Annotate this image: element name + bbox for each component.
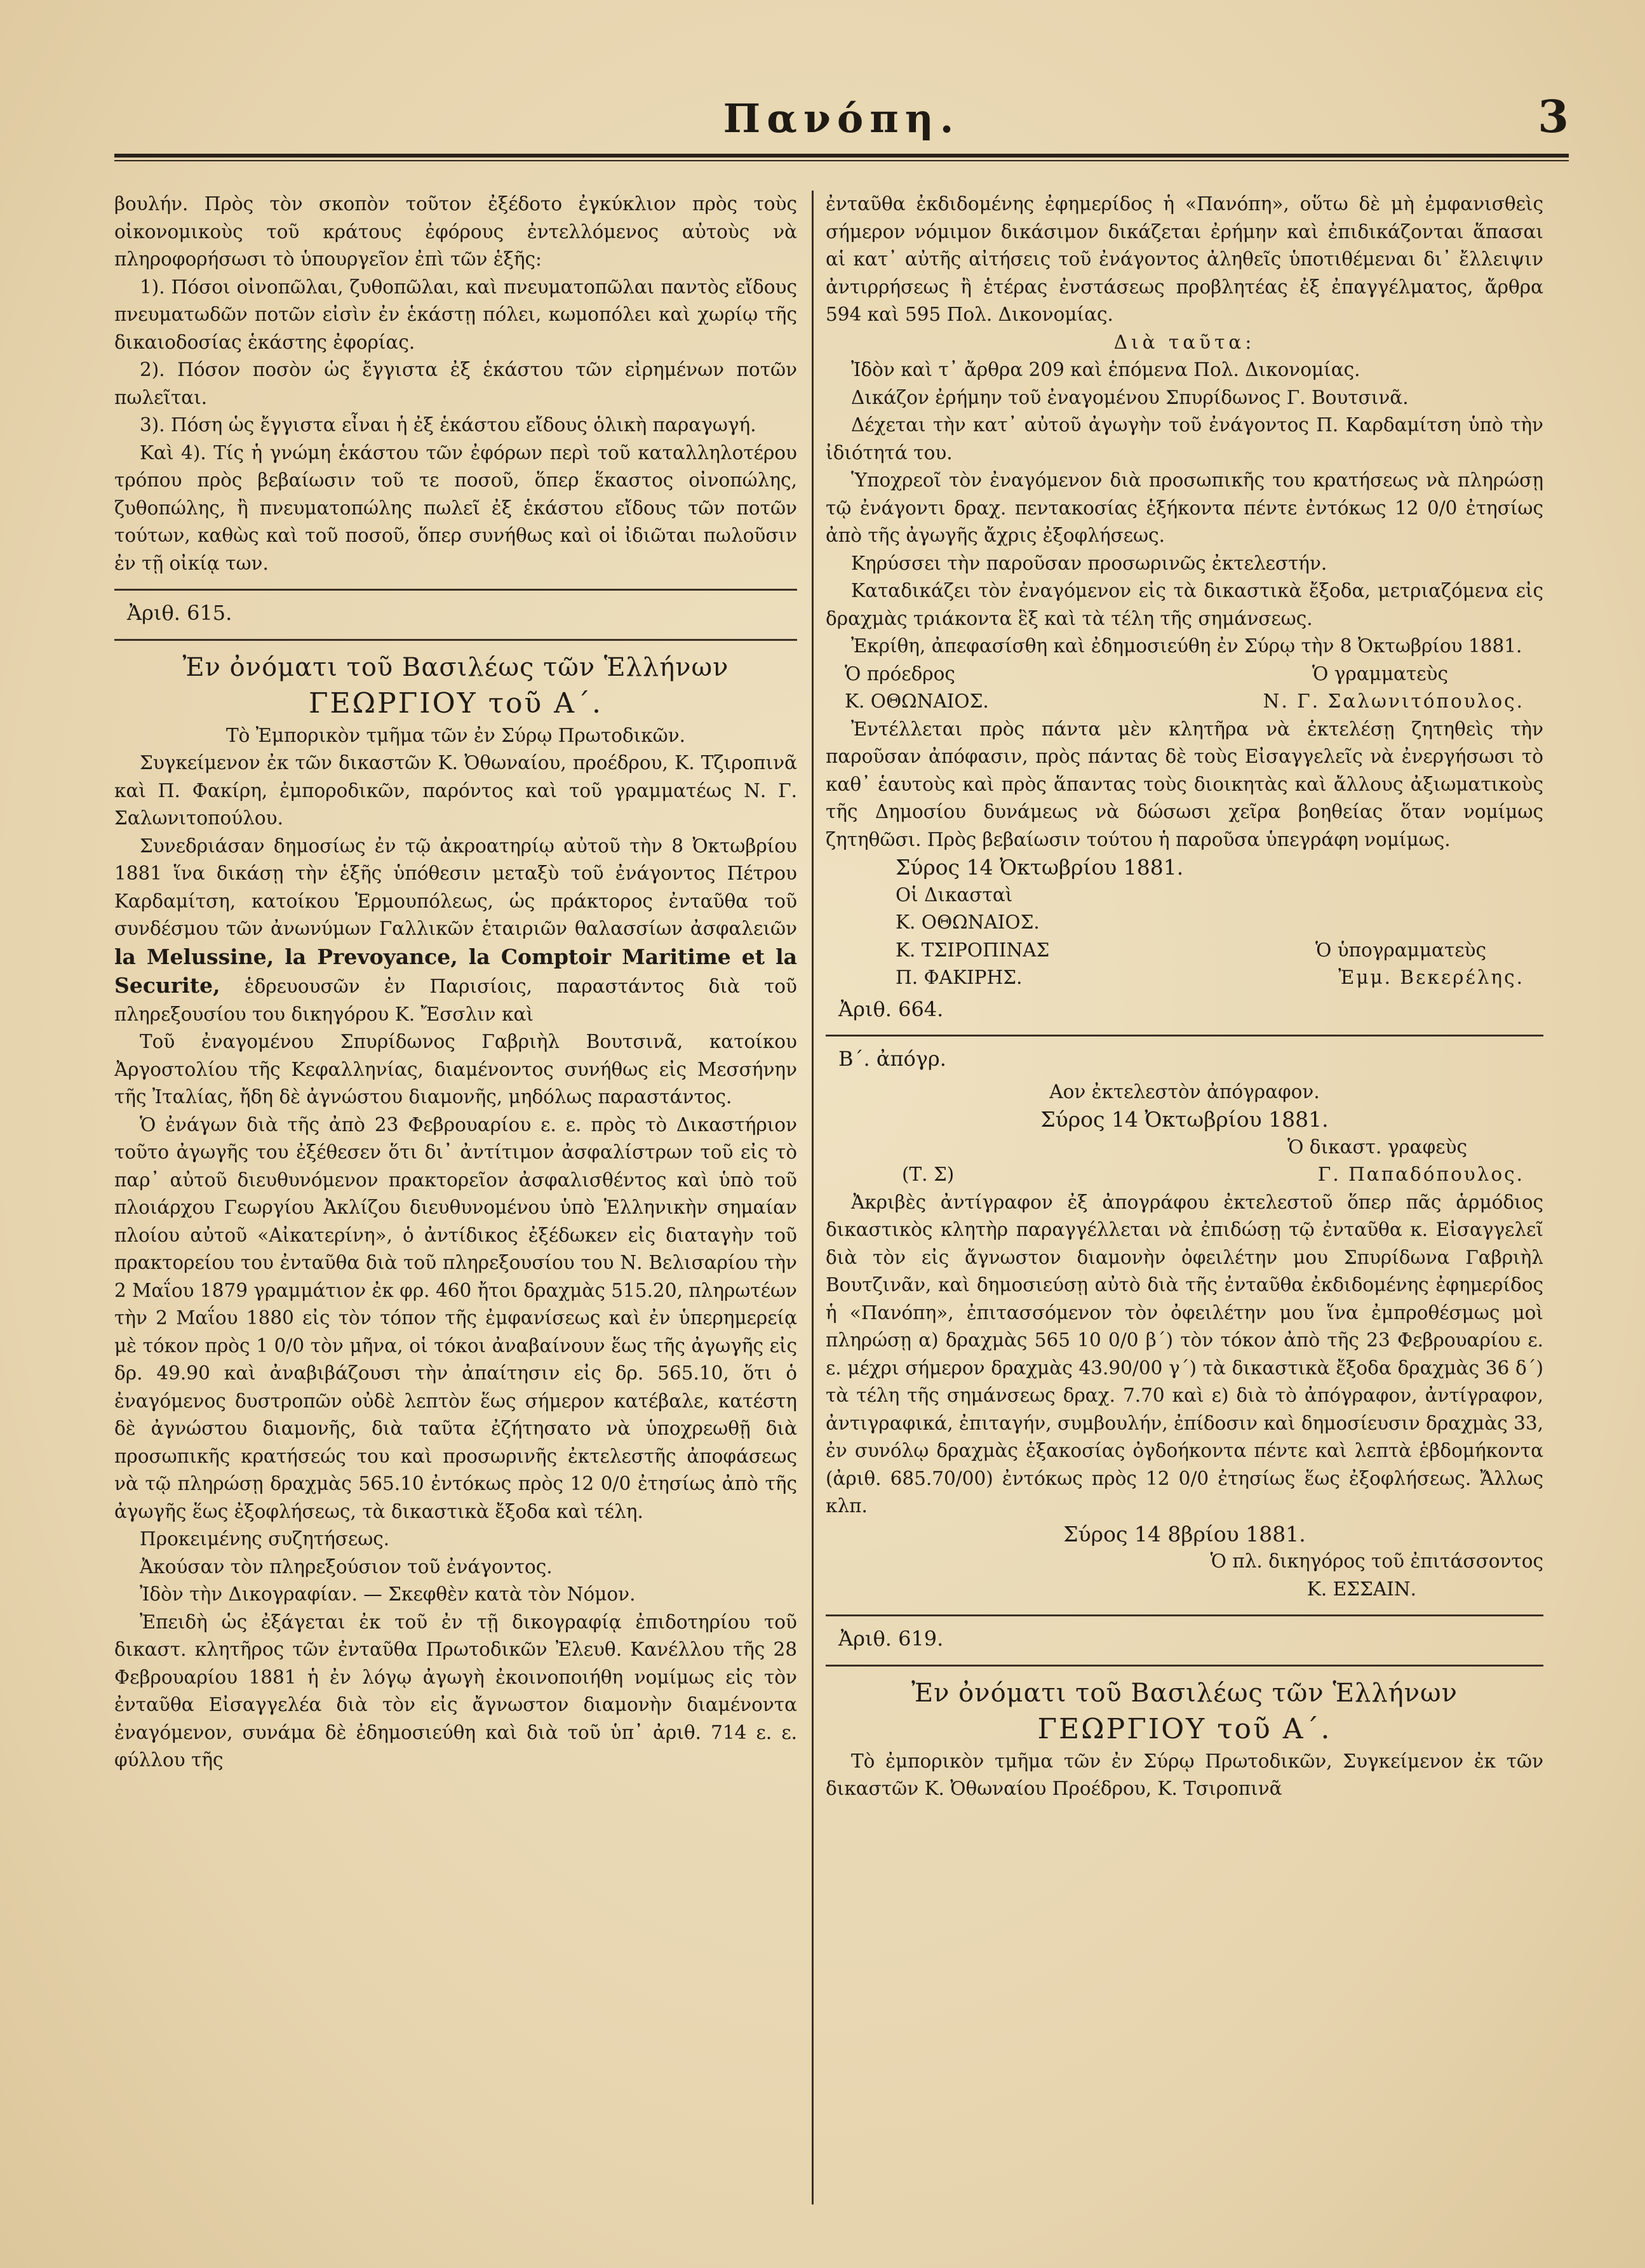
signing-date: Σύρος 14 Ὀκτωβρίου 1881. bbox=[896, 855, 1184, 880]
copy-marker: Β΄. ἀπόγρ. bbox=[838, 1047, 946, 1071]
decision-heading: Ἐν ὀνόματι τοῦ Βασιλέως τῶν Ἑλλήνων bbox=[911, 1678, 1458, 1708]
circular-intro: βουλήν. Πρὸς τὸν σκοπὸν τοῦτον ἐξέδοτο ἐγκύκλιον πρὸς τοὺς οἰκονομικοὺς τοῦ κράτους ἐφόρους ἐντελλόμενος αὐτοὺς νὰ πληροφορήσωσι τὸ ὑπουργεῖον ἐπὶ τῶν ἑξῆς: bbox=[114, 193, 797, 270]
masthead-rule bbox=[114, 154, 1569, 161]
secretary-role: Ὁ γραμματεὺς bbox=[1312, 662, 1448, 685]
column-divider bbox=[812, 191, 814, 2204]
session-paragraph bbox=[114, 833, 797, 1029]
defendant-paragraph: Τοῦ ἐναγομένου Σπυρίδωνος Γαβριὴλ Βουτσινᾶ, κατοίκου Ἀργοστολίου τῆς Κεφαλληνίας, διαμένοντος συνήθως εἰς Μεσσήνην τῆς Ἰταλίας, ἤδη δὲ ἀγνώστου διαμονῆς, μηδόλως παραστάντος. bbox=[114, 1031, 797, 1108]
section-rule bbox=[114, 589, 797, 591]
circular-item-4: Καὶ 4). Τίς ἡ γνώμη ἑκάστου τῶν ἐφόρων περὶ τοῦ καταλληλοτέρου τρόπου πρὸς βεβαίωσιν τοῦ τε ποσοῦ, ὅπερ ἕκαστος οἰνοπώλης, ζυθοπώλης, ἢ πνευματοπώλης πωλεῖ ἐξ ἑκάστου εἴδους τῶν ποτῶν τούτων, καθὼς καὶ τοῦ ποσοῦ, ὅπερ συνήθως καὶ οἱ ἰδιῶται πωλοῦσιν ἐν τῇ οἰκίᾳ των. bbox=[114, 441, 797, 574]
ruling-line: Ἰδὸν καὶ τ᾿ ἄρθρα 209 καὶ ἑπόμενα Πολ. Δικονομίας. bbox=[851, 359, 1360, 380]
president-name: Κ. ΟΘΩΝΑΙΟΣ. bbox=[845, 690, 989, 712]
court-name: Τὸ Ἐμπορικὸν τμῆμα τῶν ἐν Σύρῳ Πρωτοδικῶν. bbox=[225, 724, 686, 746]
right-column bbox=[826, 191, 1543, 2211]
circular-item-2: 2). Πόσον ποσὸν ὡς ἔγγιστα ἐξ ἑκάστου τῶν εἰρημένων ποτῶν πωλεῖται. bbox=[114, 359, 797, 408]
reference-number: Ἀριθ. 615. bbox=[127, 601, 232, 625]
judge-name: Κ. ΟΘΩΝΑΙΟΣ. bbox=[896, 911, 1040, 933]
ruling-line: Ὑποχρεοῖ τὸν ἐναγόμενον διὰ προσωπικῆς του κρατήσεως νὰ πληρώσῃ τῷ ἐνάγοντι δραχ. πεντακοσίας ἑξήκοντα πέντε ἐντόκως 12 0/0 ἐτησίως ἀπὸ τῆς ἀγωγῆς ἄχρις ἐξοφλήσεως. bbox=[826, 469, 1543, 546]
claim-paragraph: Ὁ ἐνάγων διὰ τῆς ἀπὸ 23 Φεβρουαρίου ε. ε. πρὸς τὸ Δικαστήριον τοῦτο ἀγωγῆς του ἐξέθεσεν ὅτι δι᾿ ἀντίτιμον ἀσφαλίστρων τοῦ εἰς τὸ παρ᾿ αὐτοῦ διευθυνόμενον πρακτορεῖον ἀσφαλισθέντος καὶ ὑπὸ τοῦ πλοιάρχου Γεωργίου Ἀκλίζου διευθυνομένου ὑπὸ Ἑλληνικὴν σημαίαν πλοίου αὐτοῦ «Αἰκατερίνη», ὁ ἀντίδικος ἐξέδωκεν εἰς διαταγὴν τοῦ πρακτορείου του ἐνταῦθα διὰ τοῦ πληρεξουσίου του Ν. Βελισαρίου τὴν 2 Μαΐου 1879 γραμμάτιον ἐκ φρ. 460 ἤτοι δραχμὰς 515.20, πληρωτέων τὴν 2 Μαΐου 1880 εἰς τὸν τόπον τῆς ἐμφανίσεως καὶ ἐν ὑπερημερείᾳ μὲ τόκον πρὸς 1 0/0 τὸν μῆνα, οἱ τόκοι ἀναβαίνουν ἕως τῆς ἀγωγῆς εἰς δρ. 49.90 καὶ ἀναβιβάζουσι τὴν ἀπαίτησιν εἰς δρ. 565.10, ὅτι ὁ ἐναγόμενος δυστροπῶν οὐδὲ λεπτὸν ἕως σήμερον κατέβαλε, κατέστη δὲ ἀγνώστου διαμονῆς, διὰ ταῦτα ἐζήτησατο νὰ ὑποχρεωθῇ διὰ προσωπικῆς κρατήσεώς του καὶ προσωρινῆς ἐκτελεστῆς ἀποφάσεως νὰ τῷ πληρώσῃ δραχμὰς 565.10 ἐντόκως πρὸς 12 0/0 ἐτησίως ἀπὸ τῆς ἀγωγῆς ἕως ἐξοφλήσεως, τὰ δικαστικὰ ἔξοδα καὶ τέλη. bbox=[114, 1113, 797, 1522]
hearing-paragraph: Προκειμένης συζητήσεως. bbox=[140, 1528, 390, 1550]
composition-paragraph: Συγκείμενον ἐκ τῶν δικαστῶν Κ. Ὀθωναίου, προέδρου, Κ. Τζιροπινᾶ καὶ Π. Φακίρη, ἐμποροδικῶν, παρόντος καὶ τοῦ γραμματέως Ν. Γ. Σαλωνιτοπούλου. bbox=[114, 752, 797, 829]
reference-number: Ἀριθ. 619. bbox=[838, 1627, 944, 1651]
judges-label: Οἱ Δικασταὶ bbox=[896, 883, 1013, 906]
court-composition: Τὸ ἐμπορικὸν τμῆμα τῶν ἐν Σύρῳ Πρωτοδικῶν, Συγκείμενον ἐκ τῶν δικαστῶν Κ. Ὀθωναίου Προέδρου, Κ. Τσιροπινᾶ bbox=[826, 1750, 1543, 1799]
seal-mark: (Τ. Σ) bbox=[902, 1164, 955, 1185]
judge-row bbox=[826, 937, 1543, 965]
president-role: Ὁ πρόεδρος bbox=[845, 662, 955, 685]
clerk-row bbox=[826, 1161, 1543, 1189]
section-rule bbox=[826, 1614, 1543, 1616]
lawyer-name: Κ. ΕΣΣΑΙΝ. bbox=[1306, 1578, 1416, 1600]
session-text: Συνεδριάσαν δημοσίως ἐν τῷ ἀκροατηρίῳ αὐτοῦ τὴν 8 Ὀκτωβρίου 1881 ἵνα δικάσῃ τὴν ἑξῆς ὑπόθεσιν μεταξὺ τοῦ ἐνάγοντος Πέτρου Καρδαμίτση, κατοίκου Ἑρμουπόλεως, ὡς πράκτορος ἐνταῦθα τοῦ συνδέσμου τῶν ἀνωνύμων Γαλλικῶν ἑταιριῶν θαλασσίων ἀσφαλειῶν bbox=[114, 835, 797, 939]
clerk-role: Ὁ δικαστ. γραφεὺς bbox=[1287, 1136, 1467, 1158]
lawyer-role: Ὁ πλ. δικηγόρος τοῦ ἐπιτάσσοντος bbox=[1210, 1550, 1543, 1572]
judge-name: Κ. ΤΣΙΡΟΠΙΝΑΣ bbox=[896, 939, 1050, 961]
signature-roles bbox=[826, 661, 1543, 688]
decision-heading: Ἐν ὀνόματι τοῦ Βασιλέως τῶν Ἑλλήνων bbox=[182, 652, 729, 682]
page-number: 3 bbox=[1538, 90, 1569, 143]
hearing-paragraph: Ἀκούσαν τὸν πληρεξούσιον τοῦ ἐνάγοντος. bbox=[140, 1555, 553, 1578]
ruling-line: Ἐκρίθη, ἀπεφασίσθη καὶ ἐδημοσιεύθη ἐν Σύρῳ τὴν 8 Ὀκτωβρίου 1881. bbox=[851, 635, 1522, 657]
clerk-name: Γ. Παπαδόπουλος. bbox=[1317, 1164, 1524, 1185]
section-rule bbox=[114, 639, 797, 641]
decision-heading-king: ΓΕΩΡΓΙΟΥ τοῦ Α΄. bbox=[1037, 1712, 1332, 1745]
reference-number: Ἀριθ. 664. bbox=[838, 996, 944, 1021]
ruling-heading: Διὰ ταῦτα: bbox=[1113, 331, 1256, 353]
circular-item-1: 1). Πόσοι οἰνοπῶλαι, ζυθοπῶλαι, καὶ πνευματοπῶλαι παντὸς εἴδους πνευματωδῶν ποτῶν εἰσὶν ἐν ἑκάστῃ πόλει, κωμοπόλει καὶ χωρίῳ τῆς δικαιοδοσίας ἑκάστης ἐφορίας. bbox=[114, 276, 797, 353]
section-rule bbox=[826, 1035, 1543, 1037]
copy-date: Σύρος 14 Ὀκτωβρίου 1881. bbox=[1040, 1107, 1329, 1132]
copy-signing-date: Σύρος 14 8βρίου 1881. bbox=[1063, 1521, 1306, 1547]
section-rule bbox=[826, 1665, 1543, 1667]
enforcement-paragraph: Ἐντέλλεται πρὸς πάντα μὲν κλητῆρα νὰ ἐκτελέσῃ ζητηθεὶς τὴν παροῦσαν ἀπόφασιν, πρὸς πάντας δὲ τοὺς Εἰσαγγελεῖς νὰ ἐνεργήσωσι τὸ καθ᾿ ἑαυτοὺς καὶ πρὸς ἅπαντας τοὺς διοικητὰς καὶ ἄλλους ἀξιωματικοὺς τῆς Δημοσίου δυνάμεως νὰ δώσωσι χεῖρα βοηθείας ὅταν νομίμως ζητηθῶσι. Πρὸς βεβαίωσιν τούτου ἡ παροῦσα ὑπεγράφη νομίμως. bbox=[826, 718, 1543, 850]
hearing-paragraph: Ἰδὸν τὴν Δικογραφίαν. — Σκεφθὲν κατὰ τὸν Νόμον. bbox=[140, 1583, 636, 1605]
reasoning-continued: ἐνταῦθα ἐκδιδομένης ἐφημερίδος ἡ «Πανόπη», οὕτω δὲ μὴ ἐμφανισθεὶς σήμερον νόμιμον δικάσιμον δικάζεται ἐρήμην καὶ ἐπιδικάζονται ἅπασαι αἱ κατ᾿ αὐτῆς αἰτήσεις τοῦ ἐνάγοντος ἀληθεῖς ὑποτιθέμεναι δι᾿ ἔλλειψιν ἀντιρρήσεως ἢ ἑτέρας ἐνστάσεως προβλητέας ἐξ ἐπαγγέλματος, ἄρθρα 594 καὶ 595 Πολ. Δικονομίας. bbox=[826, 193, 1543, 325]
left-column bbox=[114, 191, 797, 2211]
undersecretary-name: Ἐμμ. Βεκερέλης. bbox=[1338, 967, 1524, 988]
ruling-line: Καταδικάζει τὸν ἐναγόμενον εἰς τὰ δικαστικὰ ἔξοδα, μετριαζόμενα εἰς δραχμὰς τριάκοντα ἓξ καὶ τὰ τέλη τῆς σημάνσεως. bbox=[826, 580, 1543, 629]
judge-name: Π. ΦΑΚΙΡΗΣ. bbox=[896, 967, 1023, 988]
signature-names bbox=[826, 688, 1543, 716]
circular-item-3: 3). Πόση ὡς ἔγγιστα εἶναι ἡ ἐξ ἑκάστου εἴδους ὁλικὴ παραγωγή. bbox=[140, 414, 756, 436]
ruling-line: Δικάζον ἐρήμην τοῦ ἐναγομένου Σπυρίδωνος Γ. Βουτσινᾶ. bbox=[851, 386, 1409, 408]
session-text-cont: ἑδρευουσῶν ἐν Παρισίοις, παραστάντος διὰ τοῦ πληρεξουσίου του δικηγόρου Κ. Ἔσσλιν καὶ bbox=[114, 976, 797, 1025]
reasoning-paragraph: Ἐπειδὴ ὡς ἐξάγεται ἐκ τοῦ ἐν τῇ δικογραφίᾳ ἐπιδοτηρίου τοῦ δικαστ. κλητῆρος τῶν ἐνταῦθα Πρωτοδικῶν Ἐλευθ. Κανέλλου τῆς 28 Φεβρουαρίου 1881 ἡ ἐν λόγῳ ἀγωγὴ ἐκοινοποιήθη νομίμως εἰς τὸν ἐνταῦθα Εἰσαγγελέα διὰ τὸν εἰς ἄγνωστον διαμονὴν διαμένοντα ἐναγόμενον, συνάμα δὲ ἐδημοσιεύθη καὶ διὰ τοῦ ὑπ᾿ ἀριθ. 714 ε. ε. φύλλου τῆς bbox=[114, 1611, 797, 1771]
ruling-line: Δέχεται τὴν κατ᾿ αὐτοῦ ἀγωγὴν τοῦ ἐνάγοντος Π. Καρδαμίτση ὑπὸ τὴν ἰδιότητά του. bbox=[826, 414, 1543, 464]
copy-title: Αον ἐκτελεστὸν ἀπόγραφον. bbox=[1049, 1080, 1320, 1103]
secretary-name: Ν. Γ. Σαλωνιτόπουλος. bbox=[1263, 690, 1524, 712]
undersecretary-role: Ὁ ὑπογραμματεὺς bbox=[1315, 939, 1486, 961]
masthead bbox=[114, 76, 1569, 146]
ruling-line: Κηρύσσει τὴν παροῦσαν προσωρινῶς ἐκτελεστήν. bbox=[851, 552, 1327, 574]
judge-row bbox=[826, 964, 1543, 992]
newspaper-title: Πανόπη. bbox=[723, 95, 960, 142]
copy-paragraph: Ἀκριβὲς ἀντίγραφον ἐξ ἀπογράφου ἐκτελεστοῦ ὅπερ πᾶς ἁρμόδιος δικαστικὸς κλητὴρ παραγγέλλεται νὰ ἐπιδώσῃ τῷ ἐνταῦθα κ. Εἰσαγγελεῖ διὰ τὸν εἰς ἄγνωστον διαμονὴν ὀφειλέτην μου Σπυρίδωνα Γαβριὴλ Βουτζινᾶν, καὶ δημοσιεύσῃ αὐτὸ διὰ τῆς ἐνταῦθα ἐκδιδομένης ἐφημερίδος ἡ «Πανόπη», ἐπιτασσόμενον τὸν ὀφειλέτην μου ἵνα ἐμπροθέσμως μοὶ πληρώσῃ α) δραχμὰς 565 10 0/0 β΄) τὸν τόκον ἀπὸ τῆς 23 Φεβρουαρίου ε. ε. μέχρι σήμερον δραχμὰς 43.90/00 γ΄) τὰ δικαστικὰ ἔξοδα δραχμὰς 36 δ΄) τὰ τέλη τῆς σημάνσεως δραχ. 7.70 καὶ ε) διὰ τὸ ἀπόγραφον, ἀντίγραφον, ἀντιγραφικά, ἐπιταγήν, συμβουλήν, ἐπίδοσιν καὶ δημοσίευσιν δραχμὰς 33, ἐν συνόλῳ δραχμὰς ἑξακοσίας ὀγδοήκοντα πέντε καὶ λεπτὰ ἑβδομήκοντα (ἀριθ. 685.70/00) ἐντόκως πρὸς 12 0/0 ἐτησίως ἕως ἐξοφλήσεως. Ἄλλως κλπ. bbox=[826, 1191, 1543, 1517]
decision-heading-king: ΓΕΩΡΓΙΟΥ τοῦ Α΄. bbox=[308, 687, 603, 720]
company-names: la Melussine, la Prevoyance, la Comptoir Maritime et la Securite, bbox=[114, 944, 797, 998]
